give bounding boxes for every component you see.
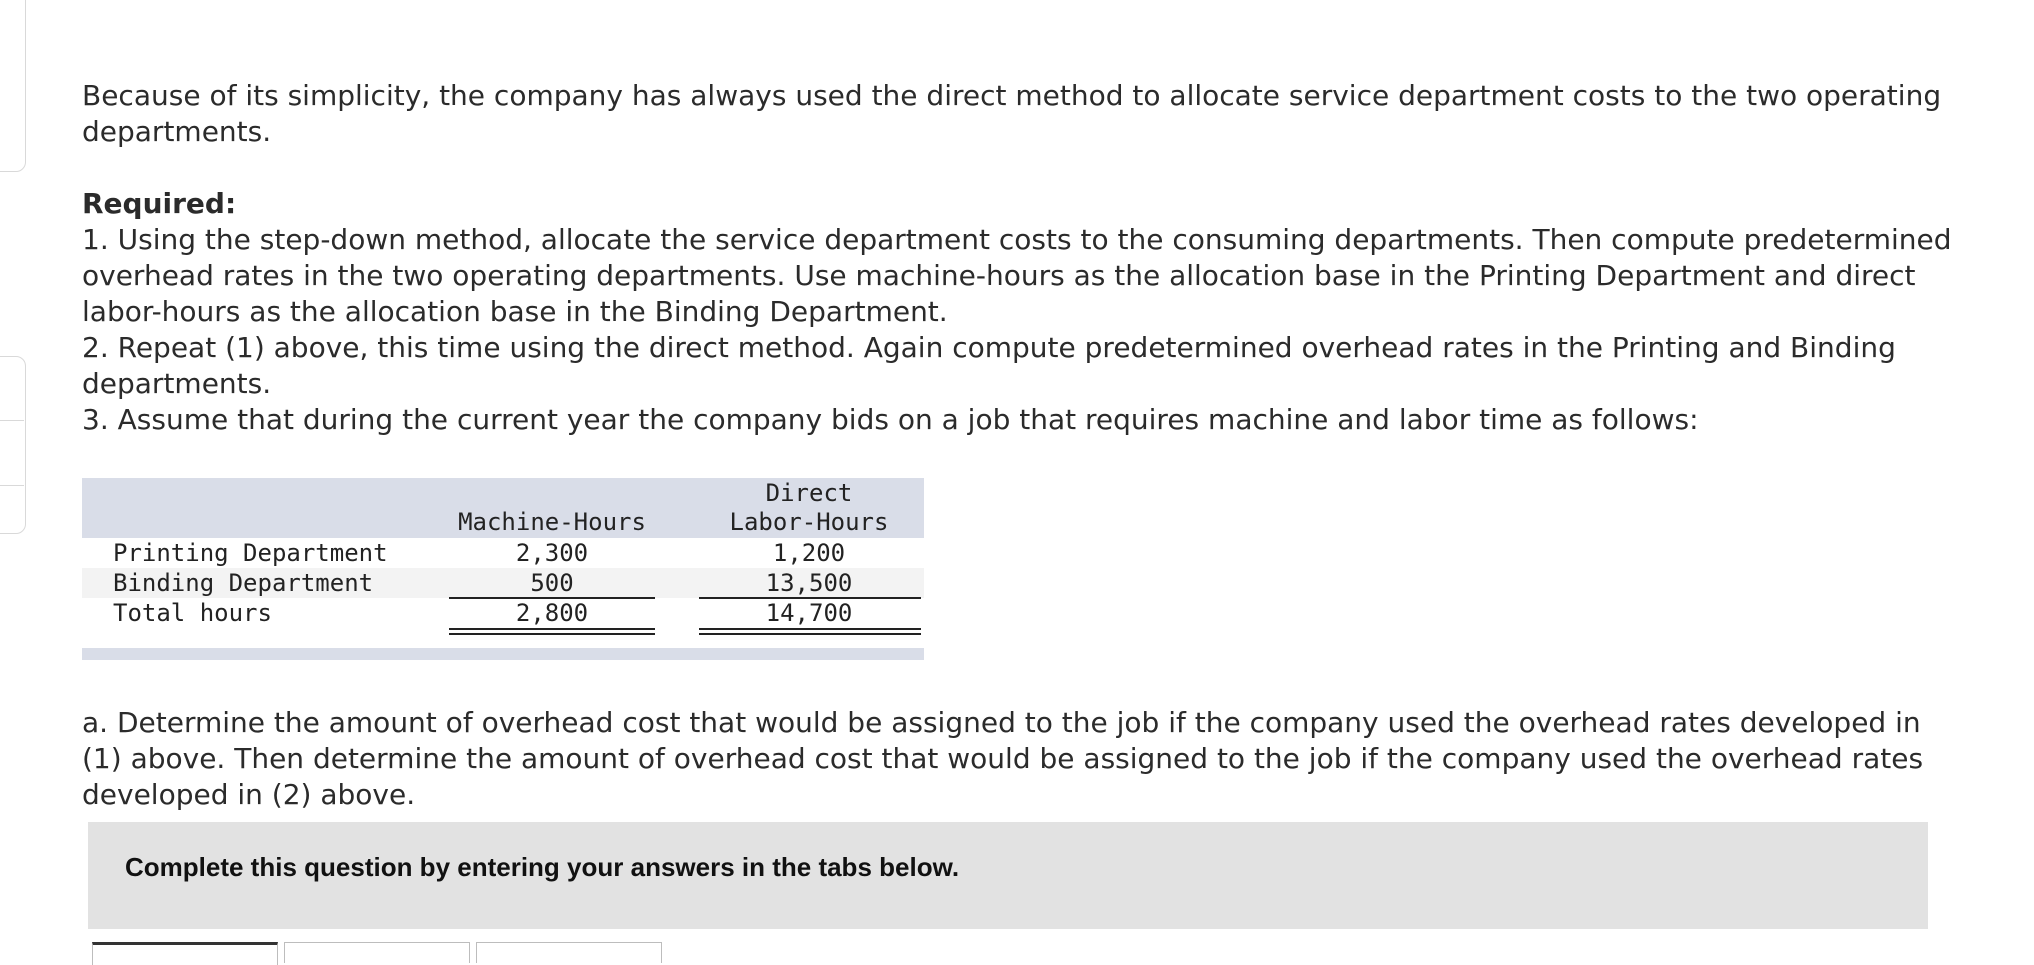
instruction-text: Complete this question by entering your answers in the tabs below.: [125, 852, 960, 882]
machine-hours-header: Machine-Hours: [458, 508, 646, 536]
table-header: [82, 478, 924, 538]
total-labor-hours: 14,700: [765, 599, 853, 627]
required-label: Required:: [82, 187, 237, 220]
intro-paragraph: Because of its simplicity, the company has always used the direct method to allocate service department costs to the two operating departments.: [82, 79, 1942, 148]
requirement-3: 3. Assume that during the current year the company bids on a job that requires machine and labor time as follows:: [82, 403, 1699, 436]
table-row: [82, 568, 924, 598]
total-double-underline: [699, 628, 921, 635]
labor-hours-header-line1: Direct: [765, 479, 853, 507]
table-row: [82, 538, 924, 568]
table-footer: [82, 648, 924, 660]
total-label: Total hours: [113, 599, 272, 627]
labor-hours-header-line2: Labor-Hours: [729, 508, 889, 536]
tab-required-c[interactable]: [476, 942, 662, 963]
sidebar-divider: [0, 420, 24, 421]
machine-hours-value: 2,300: [515, 539, 589, 567]
requirement-1: 1. Using the step-down method, allocate the service department costs to the consuming departments. Then compute predetermined overhead rates in the two operating departments. Use machine-hours as the allocation base in the Printing Department and direct labor-hours as the allocation base in the Binding Department.: [82, 223, 1952, 328]
tab-required-a[interactable]: [92, 942, 278, 965]
labor-hours-value: 13,500: [765, 569, 853, 597]
part-a-question: a. Determine the amount of overhead cost that would be assigned to the job if the company used the overhead rates developed in (1) above. Then determine the amount of overhead cost that would be assigned to the job if the company used the overhead rates developed in (2) above.: [82, 706, 1924, 811]
table-row-total: [82, 598, 924, 628]
labor-hours-value: 1,200: [772, 539, 846, 567]
row-label: Printing Department: [113, 539, 388, 567]
job-hours-table: [82, 478, 924, 660]
row-label: Binding Department: [113, 569, 374, 597]
sidebar-divider: [0, 485, 24, 486]
instruction-box: [88, 822, 1928, 929]
sidebar-panel-top: [0, 0, 26, 172]
requirement-2: 2. Repeat (1) above, this time using the direct method. Again compute predetermined overhead rates in the Printing and Binding departments.: [82, 331, 1896, 400]
total-double-underline: [449, 628, 655, 635]
total-machine-hours: 2,800: [515, 599, 589, 627]
tab-required-b[interactable]: [284, 942, 470, 963]
machine-hours-value: 500: [530, 569, 574, 597]
sidebar-panel-nav: [0, 356, 26, 534]
